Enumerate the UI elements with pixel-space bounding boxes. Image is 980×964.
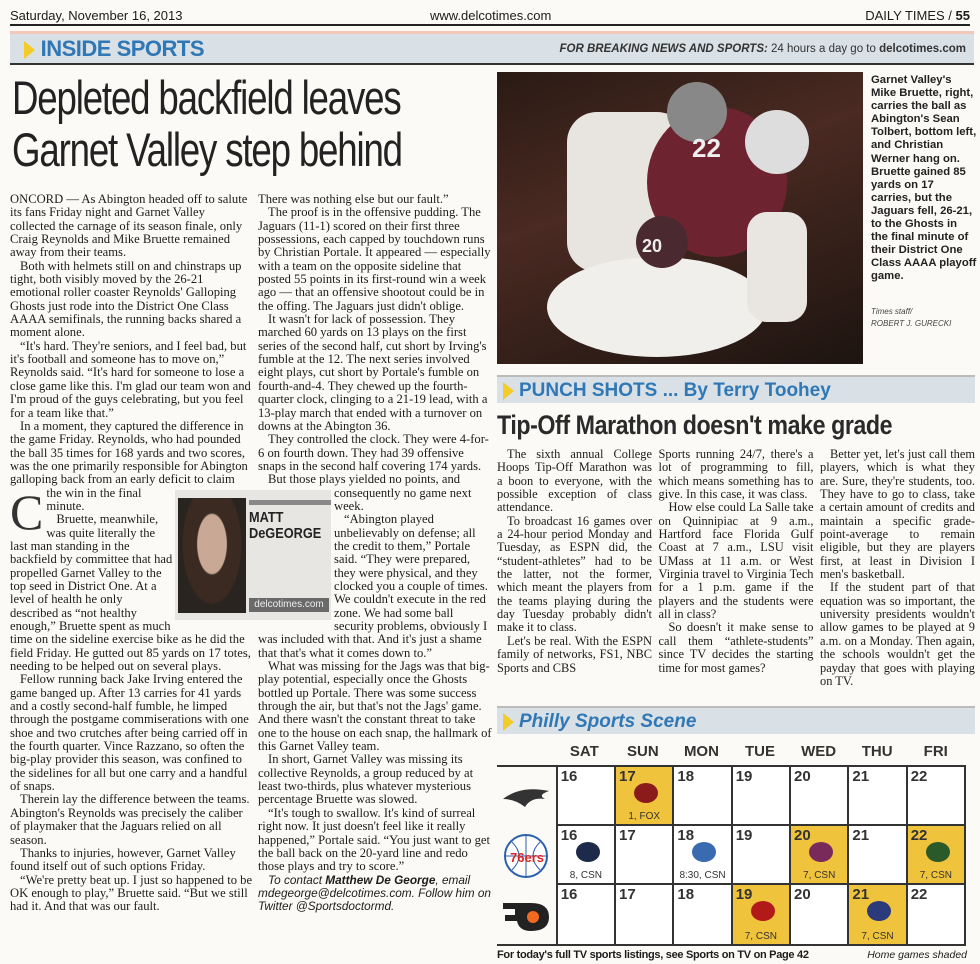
contact-name: Matthew De George — [325, 872, 436, 887]
contact-prefix: To contact — [268, 872, 326, 887]
calendar-row — [497, 885, 964, 944]
paragraph: The proof is in the offensive pudding. The Jaguars (11-1) scored on their first three possessions, each capped by touchdown runs by Christian Portale. It appeared — especially with a team on the opposite sideline that posted 55 points in its first-round win a week ago — that an offensive shootout could be in the offing. The Jaguars just didn't oblige. — [258, 205, 491, 313]
photo-caption-block — [871, 74, 977, 330]
calendar-cell — [906, 767, 964, 826]
paragraph: How else could La Salle take on Quinnipiac at 9 a.m., Hartford face Florida Gulf Coast at 7 a.m., LSU visit UMass at 11 a.m. or West Virginia travel to Virginia Tech for a 1 p.m. game if the players and the students were all in class? — [658, 500, 814, 622]
mavericks-logo-icon — [692, 842, 716, 862]
day-number: 20 — [794, 886, 811, 904]
section-title: INSIDE SPORTS — [40, 36, 205, 61]
home-games-legend: Home games shaded — [867, 949, 967, 962]
site-url[interactable]: www.delcotimes.com — [430, 8, 552, 23]
arrow-icon — [503, 713, 514, 731]
day-header: SAT — [569, 743, 599, 761]
photographer-name: ROBERT J. GURECKI — [871, 318, 952, 328]
contact-details: , email mdegeorge@delcotimes.com. Follow him on Twitter @Sportsdoctormd. — [258, 872, 491, 914]
columnist-bar — [249, 500, 331, 505]
day-number: 17 — [619, 827, 636, 845]
eagles-logo-icon — [497, 767, 556, 826]
day-header: MON — [683, 743, 719, 761]
calendar-cell — [847, 885, 905, 944]
paragraph: Sports running 24/7, there's a lot of programming to fill, which means something has to give. In this case, it was class. — [658, 447, 814, 502]
calendar-row — [497, 767, 964, 826]
photo-scene — [497, 72, 863, 364]
paragraph: “It's hard. They're seniors, and I feel bad, but it's football and someone has to move on,” Reynolds said. “It's hard for someone to lose a close game like this. I'm glad our team won and I'm proud of the guys celebrating, but you feel for a team like that.” — [10, 338, 251, 420]
schedule-calendar — [497, 765, 966, 946]
paragraph: In a moment, they captured the difference in the game Friday. Reynolds, who had pounded the ball 35 times for 168 yards and two scores, was the one primarily responsible for Abington galloping back from an early deficit to claim the win in the final minute. — [10, 418, 248, 513]
contact-line — [258, 874, 492, 914]
game-time-tv: 7, CSN — [803, 870, 836, 882]
philly-scene-banner — [497, 706, 975, 734]
raptors-logo-icon — [809, 842, 833, 862]
day-number: 21 — [852, 886, 870, 904]
day-number: 19 — [735, 886, 753, 904]
calendar-cell — [906, 885, 964, 944]
paragraph: They controlled the clock. They were 4-for-6 on fourth down. They had 39 offensive snaps in the second half covering 174 yards. — [258, 432, 489, 473]
football-photo — [497, 72, 863, 364]
calendar-cell — [672, 767, 730, 826]
calendar-cell — [614, 767, 672, 826]
punch-column-1 — [497, 448, 652, 688]
day-number: 16 — [560, 886, 578, 904]
day-number: 18 — [677, 886, 695, 904]
calendar-cell — [672, 885, 730, 944]
day-number: 17 — [619, 886, 636, 904]
76ers-label: 76ers — [510, 849, 545, 865]
paragraph: Fellow running back Jake Irving entered the game banged up. After 13 carries for 41 yards and a costly second-half fumble, he limped through the postgame commiserations with one shoe and two crutches after being carried off in the fourth quarter. Vince Razzano, so often the big-play provider this season, was confined to the sidelines for all but one carry and a handful of snaps. — [10, 672, 249, 794]
headline-line-2: Garnet Valley step behind — [12, 123, 402, 176]
columnist-box — [175, 490, 331, 620]
calendar-cell — [789, 767, 847, 826]
arrow-icon — [24, 41, 35, 59]
pelicans-logo-icon — [576, 842, 600, 862]
paragraph: Let's be real. With the ESPN family of networks, FS1, NBC Sports and CBS — [497, 633, 652, 675]
columnist-photo — [178, 498, 246, 613]
breaking-site[interactable]: delcotimes.com — [879, 43, 966, 55]
columnist-first-name: MATT — [249, 509, 284, 526]
paragraph: Thanks to injuries, however, Garnet Valley found itself out of such options Friday. — [10, 845, 236, 874]
calendar-cell — [906, 826, 964, 885]
paragraph: But those plays yielded no points, and consequently no game next week. — [268, 472, 472, 513]
day-header: WED — [801, 743, 837, 761]
day-number: 21 — [852, 768, 870, 786]
photo-caption: Garnet Valley's Mike Bruette, right, carries the ball as Abington's Sean Tolbert, bottom left, and Christian Werner hang on. Bruette gained 85 yards on 17 carries, but the Jaguars fell, 26-21, to the Ghosts in the final minute of their District One Class AAAA playoff game. — [871, 74, 977, 283]
day-number: 21 — [852, 827, 870, 845]
game-time-tv: 1, FOX — [628, 811, 661, 823]
jersey-number: 22 — [692, 133, 721, 163]
section-title: Philly Sports Scene — [519, 711, 697, 733]
paper-name: DAILY TIMES / — [865, 8, 952, 23]
paragraph: It wasn't for lack of possession. They marched 60 yards on 13 plays on the first series of the second half, cut short by Irving's fumble at the 12. The next series involved eight plays, cut short by Portale's fumble on fourth-and-4. They chewed up the fourth-quarter clock, clinging to a 21-19 lead, with a 13-play march that ended with a turnover on downs at the Abington 36. — [258, 312, 488, 433]
day-number: 22 — [910, 827, 928, 845]
columnist-url[interactable]: delcotimes.com — [249, 598, 329, 612]
paragraph: Bruette, meanwhile, was quite literally the last man standing in the backfield by committee that had propelled Garnet Valley to the top seed in District One. At a level of health he only described as “not healthy enough,” Bruette spent as much time on the sideline exercise bike as he did the field Friday. He gutted out 85 yards on 17 totes, needing to be helped out on several plays. — [10, 512, 251, 674]
calendar-cell — [847, 767, 905, 826]
day-number: 18 — [677, 827, 695, 845]
paragraph: “It's tough to swallow. It's kind of surreal right now. It just doesn't feel like it really happened,” Portale said. “You just want to get the ball back on the 20-yard line and redo those plays and try to score.” — [258, 805, 491, 874]
paragraph: So doesn't it make sense to call them “athlete-students” since TV decides the starting time for most games? — [658, 620, 814, 675]
column-title: PUNCH SHOTS ... By Terry Toohey — [519, 380, 831, 401]
paragraph: What was missing for the Jags was that big-play potential, especially once the Ghosts bottled up Portale. There was some success through the air, but that's not the Jags' game. And there wasn't the constant threat to take one to the house on each snap, the hallmark of this Garnet Valley team. — [258, 659, 492, 754]
columnist-name — [249, 510, 321, 542]
paragraph: Both with helmets still on and chinstraps up tight, both visibly moved by the 26-21 emotional roller coaster Reynolds' Galloping Ghosts just rode into the District One Class AAAA semifinals, the running backs shared a moment alone. — [10, 258, 242, 340]
calendar-cell — [614, 885, 672, 944]
calendar-cell — [731, 826, 789, 885]
game-time-tv: 7, CSN — [861, 931, 894, 943]
redskins-logo-icon — [634, 783, 658, 803]
paragraph: If the student part of that equation was so important, the university presidents wouldn't allow games to be played at 9 a.m. on a Monday. Then again, the schools wouldn't get the payday that goes with playing on TV. — [820, 580, 975, 688]
sabres-logo-icon — [867, 901, 891, 921]
punch-headline: Tip-Off Marathon doesn't make grade — [497, 410, 893, 440]
drop-cap: C — [10, 484, 44, 540]
calendar-cell — [556, 885, 614, 944]
issue-date: Saturday, November 16, 2013 — [10, 8, 183, 23]
calendar-row — [497, 826, 964, 885]
game-time-tv: 8, CSN — [569, 870, 602, 882]
calendar-cell — [731, 767, 789, 826]
right-lower-section — [497, 375, 975, 961]
bucks-logo-icon — [926, 842, 950, 862]
paragraph: To broadcast 16 games over a 24-hour period Monday and Tuesday, as ESPN did, the “student-athletes” had to be the latter, not the former, which meant the players from the teams playing during the day Tuesday probably didn't make it to class. — [497, 513, 652, 635]
page-number: 55 — [955, 8, 970, 23]
calendar-cell — [556, 826, 614, 885]
day-number: 16 — [560, 827, 578, 845]
game-time-tv: 7, CSN — [744, 931, 777, 943]
jersey-number: 20 — [642, 236, 663, 256]
day-number: 17 — [619, 768, 636, 786]
calendar-cell — [789, 885, 847, 944]
inside-sports-banner — [10, 31, 974, 65]
day-number: 19 — [735, 827, 753, 845]
paragraph: Therein lay the difference between the teams. Abington's Reynolds was precisely the caliber of playmaker that the Jaguars relied on all season. — [10, 792, 250, 847]
punch-columns — [497, 448, 975, 688]
tv-listings-note: For today's full TV sports listings, see Sports on TV on Page 42 — [497, 949, 809, 962]
day-header: SUN — [627, 743, 659, 761]
game-time-tv: 8:30, CSN — [679, 870, 726, 882]
day-number: 20 — [794, 827, 811, 845]
game-time-tv: 7, CSN — [919, 870, 952, 882]
columnist-last-name: DeGEORGE — [249, 525, 322, 542]
day-number: 18 — [677, 768, 695, 786]
arrow-icon — [503, 382, 514, 400]
calendar-footer — [497, 949, 967, 961]
photo-credit — [871, 306, 977, 330]
calendar-day-headers — [555, 743, 965, 763]
day-number: 16 — [560, 768, 578, 786]
paragraph: In short, Garnet Valley was missing its collective Reynolds, a group reduced by at least two-thirds, plus whatever mysterious percentage Bruette was slowed. — [258, 752, 474, 807]
calendar-cell — [614, 826, 672, 885]
page-header — [10, 6, 970, 26]
credit-line: Times staff/ — [871, 306, 913, 316]
calendar-cell — [789, 826, 847, 885]
paragraph: ONCORD — As Abington headed off to salute its fans Friday night and Garnet Valley collected the carnage of its season finale, only Craig Reynolds and Mike Bruette remained away from their teams. — [10, 192, 248, 260]
punch-shots-banner — [497, 375, 975, 403]
76ers-logo-icon — [497, 826, 556, 885]
calendar-cell — [847, 826, 905, 885]
punch-column-2 — [659, 448, 814, 688]
day-header: FRI — [923, 743, 948, 761]
day-number: 19 — [735, 768, 753, 786]
paragraph: There was nothing else but our fault.” — [258, 192, 449, 206]
paragraph: “Abington played unbelievably on defense; all the credit to them,” Portale said. “They were prepared, they were physical, and they clocked you a couple of times. We couldn't execute in the red zone. We had some ball security problems, obviously I was included with that. And it's just a shame that that's what it comes down to.” — [258, 512, 488, 660]
paragraph: “We're pretty beat up. I just so happened to be OK enough to play,” Bruette said. “But we still had it. And that was our fault. — [10, 872, 253, 914]
flyers-logo-icon — [497, 885, 556, 944]
calendar-cell — [731, 885, 789, 944]
day-number: 20 — [794, 768, 811, 786]
day-number: 22 — [910, 768, 928, 786]
day-number: 22 — [910, 886, 928, 904]
senators-logo-icon — [751, 901, 775, 921]
day-header: TUE — [745, 743, 776, 761]
breaking-text: 24 hours a day go to — [767, 43, 880, 55]
calendar-cell — [672, 826, 730, 885]
punch-column-3 — [820, 448, 975, 688]
day-header: THU — [861, 743, 893, 761]
breaking-label: FOR BREAKING NEWS AND SPORTS: — [559, 43, 768, 55]
paragraph: Better yet, let's just call them players, which is what they are. Sure, they're students, too. They have to go to class, take a certain amount of credits and maintain a specific grade-point-average to remain eligible, but they are players first, at least in Division I men's basketball. — [820, 447, 975, 582]
headline-line-1: Depleted backfield leaves — [12, 71, 401, 124]
calendar-cell — [556, 767, 614, 826]
paragraph: The sixth annual College Hoops Tip-Off Marathon was a boon to everyone, with the possible exception of class attendance. — [497, 447, 652, 515]
article-headline — [12, 72, 402, 176]
